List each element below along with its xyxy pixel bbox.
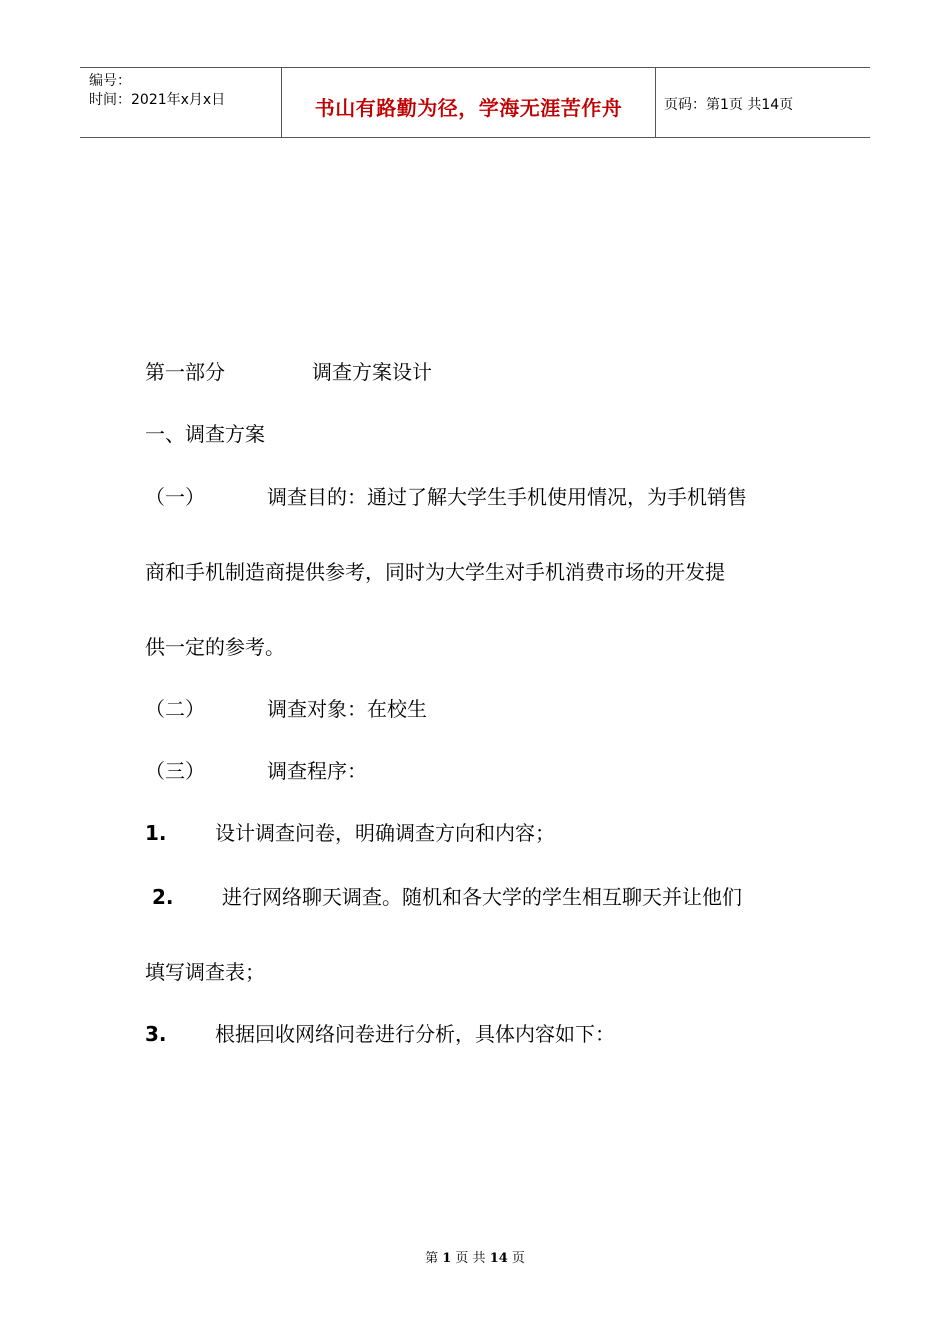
footer-prefix: 第: [425, 1251, 439, 1266]
page-code: 页码：第1页 共14页: [664, 97, 794, 113]
item1-line3: 供一定的参考。: [145, 635, 285, 659]
item3-text: 调查程序：: [267, 759, 367, 783]
step2-line2: 填写调查表；: [145, 960, 265, 984]
motto: 书山有路勤为径，学海无涯苦作舟: [314, 96, 623, 120]
page-footer: [0, 1247, 950, 1266]
item3-number: （三）: [145, 759, 205, 783]
part-label: 第一部分: [145, 360, 225, 384]
step2-number: 2.: [152, 885, 174, 909]
footer-page-number: 1: [442, 1251, 452, 1266]
step1-text: 设计调查问卷，明确调查方向和内容；: [215, 821, 555, 845]
item1-number: （一）: [145, 485, 205, 509]
footer-mid: 页 共: [455, 1251, 486, 1266]
header-meta-cell: [80, 68, 281, 137]
item2-number: （二）: [145, 697, 205, 721]
step3-number: 3.: [145, 1022, 167, 1046]
header-motto-cell: [281, 68, 656, 137]
part-title: 调查方案设计: [312, 360, 432, 384]
document-header: [80, 67, 870, 138]
footer-suffix: 页: [511, 1251, 525, 1266]
step2-line1: 进行网络聊天调查。随机和各大学的学生相互聊天并让他们: [222, 885, 742, 909]
item1-line2: 商和手机制造商提供参考，同时为大学生对手机消费市场的开发提: [145, 560, 725, 584]
step1-number: 1.: [145, 821, 167, 845]
footer-total-pages: 14: [489, 1251, 508, 1266]
item1-line1: 调查目的：通过了解大学生手机使用情况，为手机销售: [267, 485, 747, 509]
date-label: 时间：2021年x月x日: [89, 92, 226, 108]
item2-text: 调查对象：在校生: [267, 697, 427, 721]
header-page-cell: [655, 68, 870, 137]
step3-text: 根据回收网络问卷进行分析，具体内容如下：: [215, 1022, 615, 1046]
section-heading: 一、调查方案: [145, 422, 265, 446]
serial-label: 编号：: [89, 73, 131, 89]
